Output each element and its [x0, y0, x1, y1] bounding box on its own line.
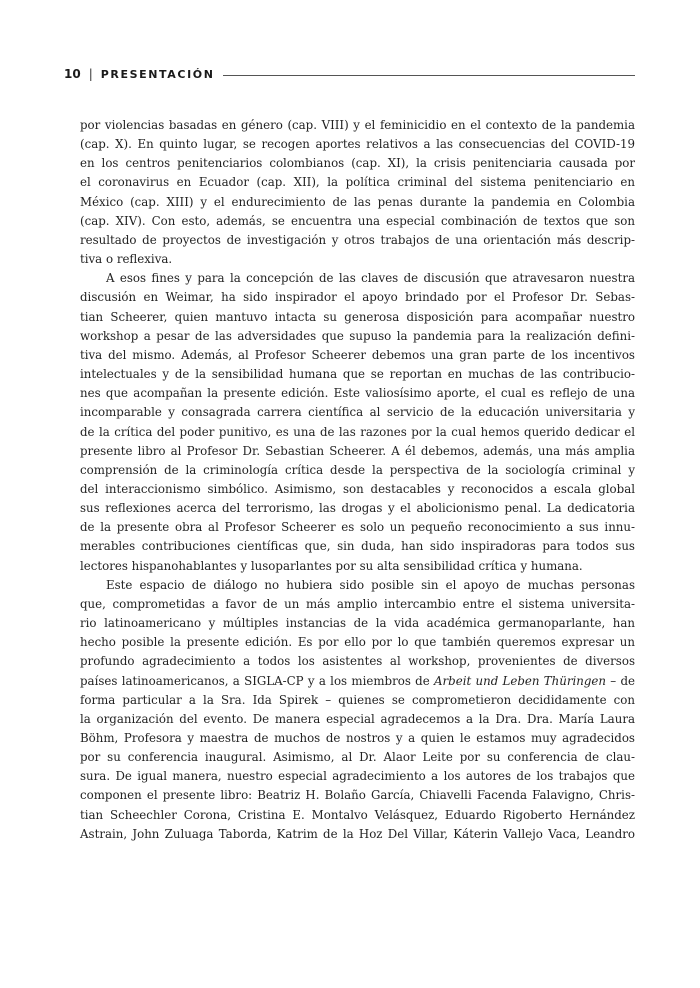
text-line: rio latinoamericano y múltiples instancias de la vida académica germanoparlante, han — [80, 616, 635, 631]
paragraph-1 — [80, 116, 635, 269]
text-line: del interaccionismo simbólico. Asimismo, son destacables y reconocidos a escala global — [80, 481, 635, 496]
text-line: Böhm, Profesora y maestra de muchos de nostros y a quien le estamos muy agradecidos — [80, 731, 635, 745]
text-line: de la presente obra al Profesor Scheerer es solo un pequeño reconocimiento a sus innu- — [80, 520, 635, 535]
text-line: la organización del evento. De manera especial agradecemos a la Dra. Dra. María Laura — [80, 711, 635, 726]
page-number: 10 — [64, 67, 81, 81]
text-line: hecho posible la presente edición. Es por ello por lo que también queremos expresar un — [80, 635, 635, 650]
header-separator: | — [88, 67, 93, 81]
header-rule — [223, 75, 635, 76]
text-line: discusión en Weimar, ha sido inspirador el apoyo brindado por el Profesor Dr. Sebas- — [80, 290, 635, 305]
running-header — [64, 64, 635, 84]
paragraph-3 — [80, 576, 635, 844]
text-line: México (cap. XIII) y el endurecimiento de las penas durante la pandemia en Colombia — [80, 194, 635, 209]
text-line: por violencias basadas en género (cap. VIII) y el feminicidio en el contexto de la pandemia — [80, 118, 635, 132]
text-line: Astrain, John Zuluaga Taborda, Katrim de la Hoz Del Villar, Káterin Vallejo Vaca, Leandro — [80, 826, 635, 841]
organization-name-italic: Arbeit und Leben Thüringen — [434, 673, 606, 688]
text-line: tiva del mismo. Además, al Profesor Scheerer debemos una gran parte de los incentivos — [80, 347, 635, 362]
text-line: presente libro al Profesor Dr. Sebastian Scheerer. A él debemos, además, una más amplia — [80, 443, 635, 458]
text-line: merables contribuciones científicas que, sin duda, han sido inspiradoras para todos sus — [80, 539, 635, 554]
text-line: en los centros penitenciarios colombianos (cap. XI), la crisis penitenciaria causada por — [80, 156, 635, 171]
text-line: resultado de proyectos de investigación y otros trabajos de una orientación más descrip- — [80, 232, 635, 247]
text-line-mixed — [80, 672, 635, 691]
text-line: que, comprometidas a favor de un más amplio intercambio entre el sistema universita- — [80, 596, 635, 611]
text-line: el coronavirus en Ecuador (cap. XII), la política criminal del sistema penitenciario en — [80, 175, 635, 190]
text-line: nes que acompañan la presente edición. Este valiosísimo aporte, el cual es reflejo de una — [80, 386, 635, 401]
text-line: A esos fines y para la concepción de las claves de discusión que atravesaron nuestra — [106, 271, 635, 286]
text-line: sus reflexiones acerca del terrorismo, las drogas y el abolicionismo penal. La dedicatoria — [80, 501, 635, 516]
text-line: incomparable y consagrada carrera científica al servicio de la educación universitaria y — [80, 405, 635, 420]
text-line: de la crítica del poder punitivo, es una de las razones por la cual hemos querido dedicar el — [80, 424, 635, 439]
text-line: (cap. X). En quinto lugar, se recogen aportes relativos a las consecuencias del COVID-19 — [80, 137, 635, 152]
text-line: tiva o reflexiva. — [80, 252, 173, 267]
text-line: lectores hispanohablantes y lusoparlantes por su alta sensibilidad crítica y humana. — [80, 558, 583, 573]
body-text — [80, 116, 635, 844]
text-line: sura. De igual manera, nuestro especial agradecimiento a los autores de los trabajos que — [80, 769, 635, 784]
text-line: tian Scheechler Corona, Cristina E. Montalvo Velásquez, Eduardo Rigoberto Hernández — [80, 807, 635, 822]
text-line: (cap. XIV). Con esto, además, se encuentra una especial combinación de textos que son — [80, 213, 635, 228]
text-segment: países latinoamericanos, a SIGLA-CP y a los miembros de — [80, 673, 434, 688]
text-line: intelectuales y de la sensibilidad humana que se reportan en muchas de las contribucio- — [80, 367, 635, 382]
text-segment: – de — [605, 673, 636, 688]
text-line: Este espacio de diálogo no hubiera sido posible sin el apoyo de muchas personas — [106, 577, 635, 592]
text-line: workshop a pesar de las adversidades que supuso la pandemia para la realización defini- — [80, 328, 635, 343]
section-title: PRESENTACIÓN — [100, 67, 215, 81]
text-line: tian Scheerer, quien mantuvo intacta su generosa disposición para acompañar nuestro — [80, 309, 635, 324]
text-line: forma particular a la Sra. Ida Spirek – quienes se comprometieron decididamente con — [80, 692, 635, 707]
text-line: profundo agradecimiento a todos los asistentes al workshop, provenientes de diversos — [80, 654, 635, 669]
text-line: comprensión de la criminología crítica desde la perspectiva de la sociología criminal y — [80, 462, 635, 477]
text-line: por su conferencia inaugural. Asimismo, al Dr. Alaor Leite por su conferencia de clau- — [80, 750, 635, 765]
paragraph-2 — [80, 269, 635, 576]
text-line: componen el presente libro: Beatriz H. Bolaño García, Chiavelli Facenda Falavigno, Chris- — [80, 788, 635, 803]
